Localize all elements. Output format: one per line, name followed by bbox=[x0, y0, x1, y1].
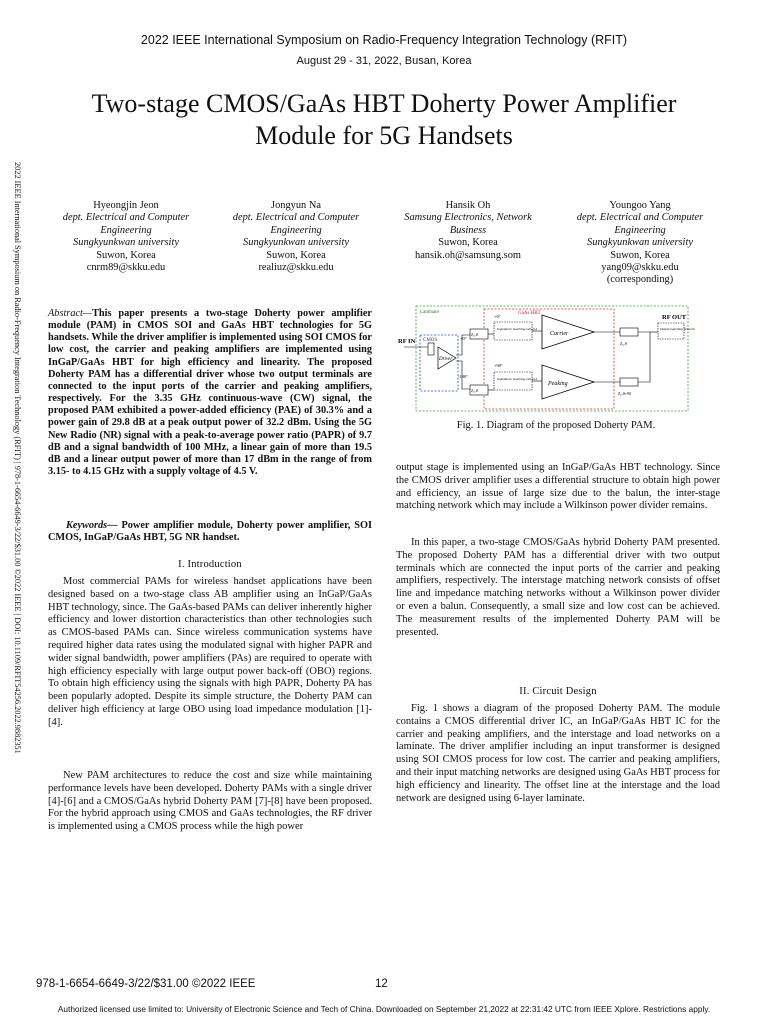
keywords-text: Power amplifier module, Doherty power amplifier, SOI CMOS, InGaP/GaAs HBT, 5G NR handset. bbox=[48, 520, 372, 544]
side-identifier-text: 2022 IEEE International Symposium on Radio-Frequency Integration Technology (RFIT) | 978-1-6654-6649-3/22/$31.00 ©2022 IEEE | DOI: 10.1109/RFIT54256.2022.9882351 bbox=[13, 162, 22, 754]
author-dept: dept. Electrical and Computer Engineering bbox=[576, 212, 704, 236]
intro-paragraph-2: New PAM architectures to reduce the cost and size while maintaining performance levels have been developed. Doherty PAMs with a single driver [4]-[6] and a CMOS/GaAs hybrid Doherty PAM [7]-[8] have been proposed. For the hybrid approach using CMOS and GaAs technologies, the RF driver is implemented using a CMOS process while the high power bbox=[48, 770, 372, 833]
author-note: (corresponding) bbox=[606, 274, 674, 286]
rf-out-label: RF OUT bbox=[662, 314, 687, 321]
carrier-tline bbox=[620, 328, 638, 336]
author-org: Sungkyunkwan university bbox=[243, 237, 349, 249]
peaking-label: Peaking bbox=[548, 381, 568, 387]
author-name: Jongyun Na bbox=[271, 200, 321, 211]
imn-bottom bbox=[494, 372, 532, 390]
author-place: Suwon, Korea bbox=[266, 249, 326, 261]
keywords bbox=[48, 520, 372, 544]
author-name: Hansik Oh bbox=[445, 200, 491, 211]
gaas-label: GaAs HBT bbox=[518, 311, 541, 316]
right-paragraph-1: output stage is implemented using an InGaP/GaAs HBT technology. Since the CMOS driver amplifier uses a differential structure to obtain high power and efficiency, an issue of large size due to the balun, the inter-stage matching network which may include a Wilkinson power divider remains. bbox=[396, 462, 720, 512]
combining-node bbox=[638, 332, 650, 382]
imn-top-label: Impedance matching network bbox=[497, 327, 538, 331]
offset-bottom-label: Z₀,θ bbox=[471, 388, 478, 393]
author-block-2 bbox=[208, 200, 384, 274]
author-dept: dept. Electrical and Computer Engineering bbox=[232, 212, 360, 236]
conference-header: 2022 IEEE International Symposium on Radio-Frequency Integration Technology (RFIT) bbox=[140, 33, 628, 47]
output-network-label: Output matching network bbox=[660, 327, 695, 331]
side-identifier bbox=[10, 162, 22, 754]
laminate-label: Laminate bbox=[420, 310, 439, 315]
intro-heading: I. Introduction bbox=[178, 559, 242, 570]
circuit-paragraph-1: Fig. 1 shows a diagram of the proposed Doherty PAM. The module contains a CMOS differential driver IC, an InGaP/GaAs HBT IC for the carrier and peaking amplifiers, and the interstage and load networks on a laminate. The driver amplifier including an input transformer is designed using SOI CMOS process for low cost. The carrier and peaking amplifiers, and their input matching networks are designed using GaAs HBT process for high efficiency and linearity. The offset line at the interstage and the load network are designed using 6-layer laminate. bbox=[396, 703, 720, 804]
author-name: Hyeongjin Jeon bbox=[93, 200, 159, 211]
author-place: Suwon, Korea bbox=[96, 249, 156, 261]
author-place: Suwon, Korea bbox=[438, 237, 498, 249]
author-org: Sungkyunkwan university bbox=[73, 237, 179, 249]
author-email: hansik.oh@samsung.som bbox=[415, 249, 521, 261]
abstract-lead: Abstract— bbox=[48, 308, 93, 319]
carrier-label: Carrier bbox=[550, 331, 569, 337]
peaking-tline bbox=[620, 378, 638, 386]
author-dept: dept. Electrical and Computer Engineering bbox=[62, 212, 190, 236]
cmos-label: CMOS bbox=[423, 338, 438, 343]
rf-in-label: RF IN bbox=[398, 338, 416, 345]
driver-label: Driver bbox=[439, 357, 453, 362]
offset-top-label: Z₀,θ bbox=[471, 332, 478, 337]
author-org: Sungkyunkwan university bbox=[587, 237, 693, 249]
author-dept: Samsung Electronics, Network Business bbox=[404, 212, 532, 236]
conference-date: August 29 - 31, 2022, Busan, Korea bbox=[296, 55, 472, 67]
author-email: cnrm89@skku.edu bbox=[86, 262, 166, 274]
author-block-1 bbox=[38, 200, 214, 274]
author-name: Youngoo Yang bbox=[609, 200, 671, 211]
doherty-pam-diagram bbox=[398, 305, 695, 413]
author-email: realiuz@skku.edu bbox=[258, 262, 334, 274]
intro-paragraph-1: Most commercial PAMs for wireless handset applications have been designed based on a two-stage class AB amplifier using an InGaP/GaAs HBT technology, since. The GaAs-based PAMs can deliver inherently higher efficiency and lower distortion characteristics than other technologies such as CMOS-based PAMs can. Since wireless communication systems have required higher data rates using the modulated signal with higher PAPR and wider signal bandwidth, power amplifiers (PAs) are required to operate with high efficiency especially with large output power back-off (OBO) regions. To obtain high efficiency using the signals with high PAPR, Doherty PA has been popularly adopted. Despite its simple structure, the Doherty PAM can deliver high efficiency at large OBO using load impedance modulation [1]-[4]. bbox=[48, 576, 372, 728]
page-number: 12 bbox=[375, 978, 388, 990]
keywords-lead: Keywords— bbox=[66, 520, 118, 531]
imn-bottom-label: Impedance matching network bbox=[497, 377, 538, 381]
paper-title: Two-stage CMOS/GaAs HBT Doherty Power Amplifier Module for 5G Handsets bbox=[91, 89, 677, 150]
phase-top2-label: +0° bbox=[494, 314, 501, 319]
abstract bbox=[48, 308, 372, 478]
license-notice: Authorized licensed use limited to: University of Electronic Science and Tech of China. Downloaded on September 21,2022 at 22:31:42 UTC from IEEE Xplore. Restrictions apply. bbox=[57, 1004, 711, 1014]
author-block-4 bbox=[552, 200, 728, 287]
right-paragraph-2: In this paper, a two-stage CMOS/GaAs hybrid Doherty PAM presented. The proposed Doherty PAM has a differential driver with two output terminals which are connected the input ports of the carrier and peaking amplifiers, respectively. The interstage matching network consists of offset line and impedance matching networks without a Wilkinson power divider or even a balun. Consequently, a small size and low cost can be achieved. The measurement results of the implemented Doherty PAM will be presented. bbox=[396, 537, 720, 638]
phase-top-label: +0° bbox=[460, 336, 467, 341]
peaking-tline-label: Z₀,θ+90 bbox=[618, 391, 632, 396]
figure-caption: Fig. 1. Diagram of the proposed Doherty PAM. bbox=[456, 420, 656, 431]
author-email: yang09@skku.edu bbox=[601, 262, 679, 274]
footer-isbn: 978-1-6654-6649-3/22/$31.00 ©2022 IEEE bbox=[36, 978, 256, 990]
output-matching-network bbox=[658, 323, 684, 339]
phase-90-label: +90° bbox=[494, 363, 503, 368]
carrier-tline-label: Z₀,θ bbox=[620, 341, 627, 346]
author-place: Suwon, Korea bbox=[610, 249, 670, 261]
phase-bottom-label: -180° bbox=[458, 374, 469, 379]
abstract-text: This paper presents a two-stage Doherty power amplifier module (PAM) in CMOS SOI and GaAs HBT technologies for 5G handsets. While the driver amplifier is implemented using SOI CMOS for low cost, the carrier and peaking amplifiers are implemented using InGaP/GaAs HBT for high efficiency and linearity. The proposed Doherty PAM has a differential driver whose two output terminals are connected to the input ports of the carrier and peaking amplifiers, respectively. For the 3.35 GHz continuous-wave (CW) signal, the proposed PAM exhibited a power-added efficiency (PAE) of 30.3% and a power gain of 29.8 dB at a peak output power of 32.2 dBm. Using the 5G New Radio (NR) signal with a peak-to-average power ratio (PAPR) of 9.7 dB and a signal bandwidth of 100 MHz, a linear gain of more than 19.5 dB and a linear output power of more than 17 dBm in the range of from 3.15- to 4.15 GHz with a supply voltage of 4.5 V. bbox=[48, 308, 372, 478]
circuit-design-heading: II. Circuit Design bbox=[519, 686, 597, 697]
input-transformer bbox=[428, 343, 434, 355]
author-block-3 bbox=[388, 200, 548, 262]
imn-top bbox=[494, 322, 532, 340]
